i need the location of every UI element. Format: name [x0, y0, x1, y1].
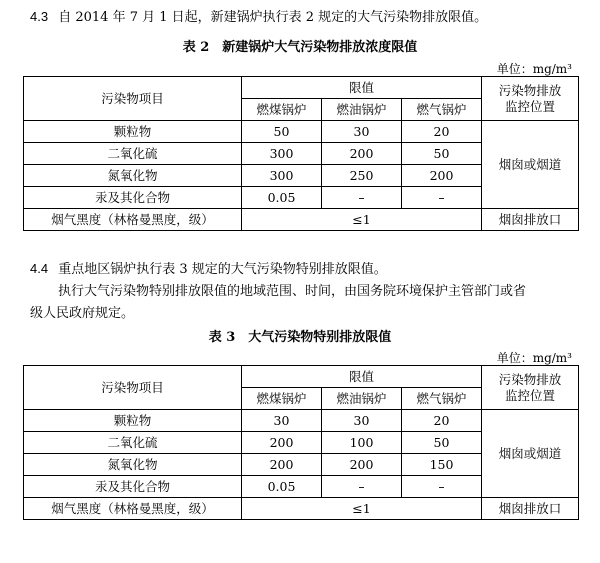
value-oil: – [322, 476, 402, 498]
pollutant-name: 二氧化硫 [24, 432, 242, 454]
table-row [24, 209, 579, 231]
pollutant-name: 氮氧化物 [24, 165, 242, 187]
value-coal: 0.05 [242, 187, 322, 209]
value-gas: 200 [402, 165, 482, 187]
value-gas: 50 [402, 143, 482, 165]
monitor-location: 烟囱或烟道 [482, 410, 579, 498]
header-monitor: 污染物排放监控位置 [482, 77, 579, 121]
paragraph-line-2: 级人民政府规定。 [30, 306, 135, 321]
table-3 [23, 365, 579, 520]
pollutant-name: 烟气黑度（林格曼黑度，级） [24, 209, 242, 231]
value-coal: 300 [242, 165, 322, 187]
pollutant-name: 汞及其化合物 [24, 476, 242, 498]
table-2-caption: 表 2 新建锅炉大气污染物排放浓度限值 [182, 40, 418, 55]
smoke-monitor: 烟囱排放口 [482, 209, 579, 231]
table-3-caption: 表 3 大气污染物特别排放限值 [208, 330, 392, 345]
section-number: 4.3 [30, 9, 49, 24]
pollutant-name: 汞及其化合物 [24, 187, 242, 209]
header-gas: 燃气锅炉 [402, 99, 482, 121]
section-text: 自 2014 年 7 月 1 日起，新建锅炉执行表 2 规定的大气污染物排放限值。 [58, 10, 488, 25]
header-oil: 燃油锅炉 [322, 388, 402, 410]
table-row [24, 498, 579, 520]
monitor-location: 烟囱或烟道 [482, 121, 579, 209]
section-text: 重点地区锅炉执行表 3 规定的大气污染物特别排放限值。 [58, 262, 387, 277]
value-gas: 20 [402, 410, 482, 432]
pollutant-name: 颗粒物 [24, 410, 242, 432]
table-2-unit: 单位：mg/m³ [496, 62, 572, 76]
value-coal: 200 [242, 454, 322, 476]
header-limit: 限值 [242, 366, 482, 388]
value-coal: 0.05 [242, 476, 322, 498]
table-2 [23, 76, 579, 231]
header-oil: 燃油锅炉 [322, 99, 402, 121]
section-number: 4.4 [30, 261, 49, 276]
pollutant-name: 氮氧化物 [24, 454, 242, 476]
header-limit: 限值 [242, 77, 482, 99]
table-row [24, 410, 579, 432]
paragraph-line-1: 执行大气污染物特别排放限值的地域范围、时间，由国务院环境保护主管部门或省 [58, 284, 527, 299]
smoke-limit: ≤1 [242, 209, 482, 231]
smoke-monitor: 烟囱排放口 [482, 498, 579, 520]
value-coal: 300 [242, 143, 322, 165]
header-gas: 燃气锅炉 [402, 388, 482, 410]
value-coal: 200 [242, 432, 322, 454]
section-4-4 [30, 258, 387, 277]
value-oil: 30 [322, 121, 402, 143]
value-oil: – [322, 187, 402, 209]
value-oil: 100 [322, 432, 402, 454]
smoke-limit: ≤1 [242, 498, 482, 520]
header-pollutant: 污染物项目 [24, 366, 242, 410]
value-oil: 250 [322, 165, 402, 187]
pollutant-name: 烟气黑度（林格曼黑度，级） [24, 498, 242, 520]
value-coal: 30 [242, 410, 322, 432]
pollutant-name: 颗粒物 [24, 121, 242, 143]
table-3-unit: 单位：mg/m³ [496, 351, 572, 365]
value-oil: 30 [322, 410, 402, 432]
value-coal: 50 [242, 121, 322, 143]
value-gas: – [402, 187, 482, 209]
header-coal: 燃煤锅炉 [242, 99, 322, 121]
value-gas: 150 [402, 454, 482, 476]
value-gas: – [402, 476, 482, 498]
header-coal: 燃煤锅炉 [242, 388, 322, 410]
section-4-3 [30, 6, 487, 25]
value-gas: 50 [402, 432, 482, 454]
value-oil: 200 [322, 143, 402, 165]
pollutant-name: 二氧化硫 [24, 143, 242, 165]
header-monitor: 污染物排放监控位置 [482, 366, 579, 410]
table-row [24, 121, 579, 143]
value-gas: 20 [402, 121, 482, 143]
header-pollutant: 污染物项目 [24, 77, 242, 121]
value-oil: 200 [322, 454, 402, 476]
